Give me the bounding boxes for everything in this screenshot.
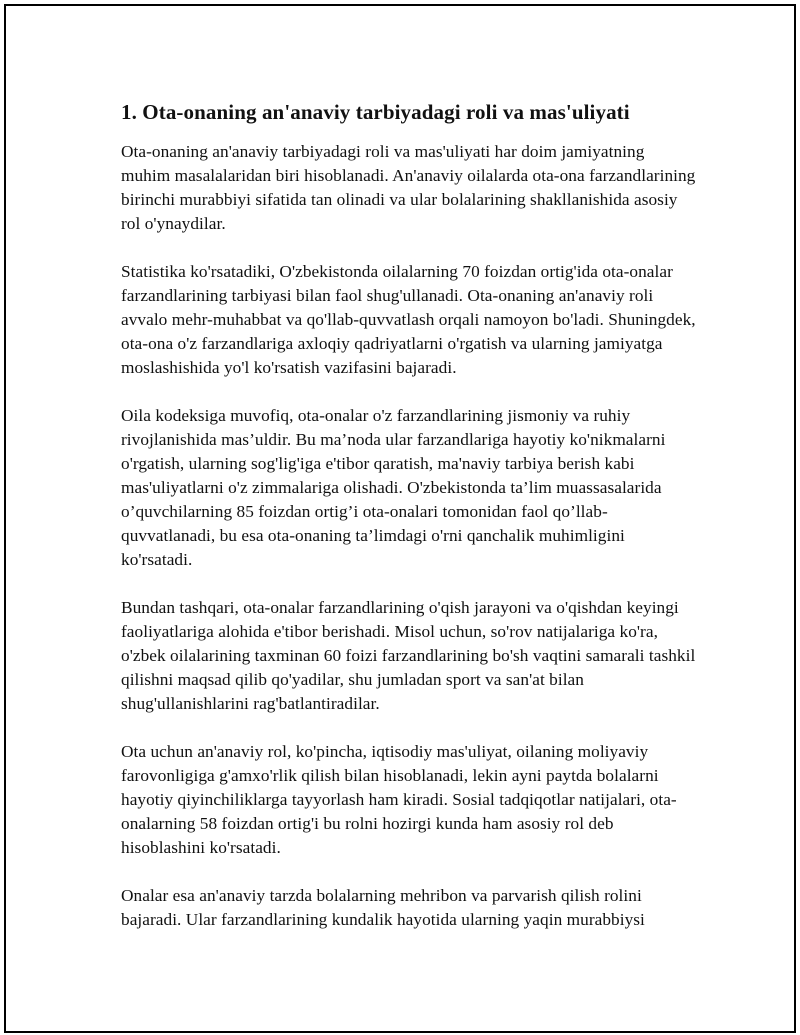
page-frame — [4, 4, 796, 1033]
paragraph-1: Ota-onaning an'anaviy tarbiyadagi roli va mas'uliyati har doim jamiyatning muhim masalalaridan biri hisoblanadi. An'anaviy oilalarda ota-ona farzandlarining birinchi murabbiyi sifatida tan olinadi va ular bolalarining shakllanishida asosiy rol o'ynaydilar. — [121, 142, 696, 233]
paragraph-2: Statistika ko'rsatadiki, O'zbekistonda oilalarning 70 foizdan ortig'ida ota-onalar farzandlarining tarbiyasi bilan faol shug'ullanadi. Ota-onaning an'anaviy roli avvalo mehr-muhabbat va qo'llab-quvvatlash orqali namoyon bo'ladi. Shuningdek, ota-ona o'z farzandlariga axloqiy qadriyatlarni o'rgatish va ularning jamiyatga moslashishida yo'l ko'rsatish vazifasini bajaradi. — [121, 262, 696, 377]
document-body — [121, 98, 696, 956]
paragraph-5: Ota uchun an'anaviy rol, ko'pincha, iqtisodiy mas'uliyat, oilaning moliyaviy farovonligiga g'amxo'rlik qilish bilan hisoblanadi, lekin ayni paytda bolalarni hayotiy qiyinchiliklarga tayyorlash ham kiradi. Sosial tadqiqotlar natijalari, ota-onalarning 58 foizdan ortig'i bu rolni hozirgi kunda ham asosiy rol deb hisoblashini ko'rsatadi. — [121, 742, 677, 857]
section-title: 1. Ota-onaning an'anaviy tarbiyadagi roli va mas'uliyati — [121, 100, 630, 124]
paragraph-3: Oila kodeksiga muvofiq, ota-onalar o'z farzandlarining jismoniy va ruhiy rivojlanishida mas’uldir. Bu ma’noda ular farzandlariga hayotiy ko'nikmalarni o'rgatish, ularning sog'lig'iga e'tibor qaratish, ma'naviy tarbiya berish kabi mas'uliyatlarni o'z zimmalariga olishadi. O'zbekistonda ta’lim muassasalarida o’quvchilarning 85 foizdan ortig’i ota-onalari tomonidan faol qo’llab-quvvatlanadi, bu esa ota-onaning ta’limdagi o'rni qanchalik muhimligini ko'rsatadi. — [121, 406, 666, 569]
paragraph-6: Onalar esa an'anaviy tarzda bolalarning mehribon va parvarish qilish rolini bajaradi. Ular farzandlarining kundalik hayotida ularning yaqin murabbiysi — [121, 886, 645, 929]
paragraph-4: Bundan tashqari, ota-onalar farzandlarining o'qish jarayoni va o'qishdan keyingi faoliyatlariga alohida e'tibor berishadi. Misol uchun, so'rov natijalariga ko'ra, o'zbek oilalarining taxminan 60 foizi farzandlarining bo'sh vaqtini samarali tashkil qilishni maqsad qilib qo'yadilar, shu jumladan sport va san'at bilan shug'ullanishlarini rag'batlantiradilar. — [121, 598, 696, 713]
